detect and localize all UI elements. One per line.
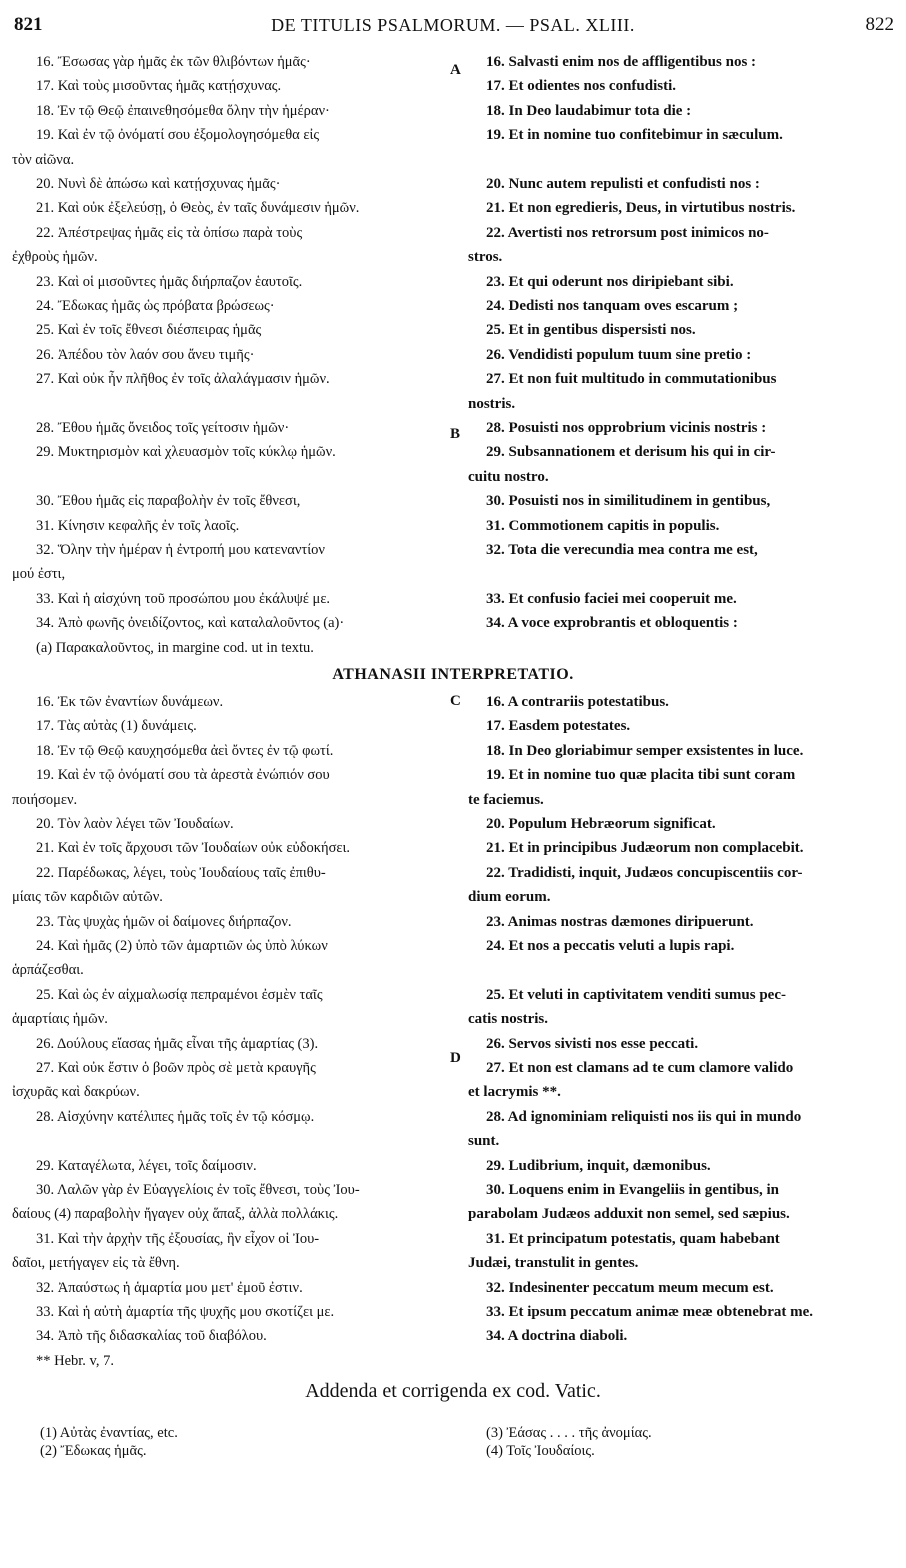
greek-line: 32. Ὅλην τὴν ἡμέραν ἡ ἐντροπή μου κατεναντίον [36,542,325,558]
latin-line: 24. Et nos a peccatis veluti a lupis rapi. [486,938,735,954]
latin-line: 25. Et veluti in captivitatem venditi sumus pec- [486,986,786,1003]
greek-line: 21. Καὶ οὐκ ἐξελεύσῃ, ὁ Θεὸς, ἐν ταῖς δυνάμεσιν ἡμῶν. [36,200,360,217]
verse-line [0,1349,906,1373]
greek-line: 25. Καὶ ὡς ἐν αἰχμαλωσίᾳ πεπραμένοι ἐσμὲν ταῖς [36,986,323,1003]
verse-line [0,739,906,763]
latin-line: 27. Et non est clamans ad te cum clamore valido [486,1060,794,1076]
greek-line: 24. Καὶ ἡμᾶς (2) ὑπὸ τῶν ἁμαρτιῶν ὡς ὑπὸ λύκων [36,938,328,954]
verse-line [0,611,906,635]
verse-line [0,221,906,245]
latin-line: 32. Indesinenter peccatum meum mecum est. [486,1279,774,1296]
latin-line: 31. Commotionem capitis in populis. [486,517,720,534]
page-number-left: 821 [14,14,43,35]
verse-line [0,861,906,885]
verse-line [0,270,906,294]
verse-line [0,367,906,391]
latin-line: 34. A voce exprobrantis et obloquentis : [486,615,738,632]
latin-line: 22. Tradidisti, inquit, Judæos concupiscentiis cor- [486,864,803,881]
verse-line [0,294,906,318]
verse-line [0,934,906,958]
verse-line [0,587,906,611]
margin-marker-d: D [450,1050,461,1066]
latin-line: 18. In Deo laudabimur tota die : [486,102,692,119]
greek-line: 28. Αἰσχύνην κατέλιπες ἡμᾶς τοῖς ἐν τῷ κόσμῳ. [36,1108,315,1125]
greek-line: 31. Καὶ τὴν ἀρχὴν τῆς ἐξουσίας, ἣν εἶχον οἱ Ἰου- [36,1230,320,1247]
greek-line: 26. Δούλους εἴασας ἡμᾶς εἶναι τῆς ἁμαρτίας (3). [36,1035,319,1052]
latin-line: et lacrymis **. [468,1084,561,1101]
verse-line [0,636,906,660]
running-title: DE TITULIS PSALMORUM. — PSAL. XLIII. [271,15,635,35]
latin-line: 30. Loquens enim in Evangeliis in gentibus, in [486,1182,779,1198]
addenda-note: (1) Αὐτὰς ἐναντίας, etc. [40,1425,178,1441]
verse-line [0,885,906,909]
latin-line: 27. Et non fuit multitudo in commutationibus [486,371,777,388]
greek-line: 20. Νυνὶ δὲ ἀπώσω καὶ κατῄσχυνας ἡμᾶς· [36,176,281,192]
verse-line [0,538,906,562]
verse-line [0,836,906,860]
greek-line: ἰσχυρᾶς καὶ δακρύων. [12,1084,140,1101]
verse-line [0,1324,906,1348]
greek-line: (a) Παρακαλοῦντος, in margine cod. ut in textu. [36,639,314,656]
greek-line: δαίους (4) παραβολὴν ἤγαγεν οὐχ ἅπαξ, ἀλλὰ πολλάκις. [12,1206,339,1223]
greek-line: 30. Ἔθου ἡμᾶς εἰς παραβολὴν ἐν τοῖς ἔθνεσι, [36,493,301,510]
greek-line: 27. Καὶ οὐκ ἔστιν ὁ βοῶν πρὸς σὲ μετὰ κραυγῆς [36,1060,316,1076]
latin-line: 24. Dedisti nos tanquam oves escarum ; [486,298,739,314]
addenda-title: Addenda et corrigenda ex cod. Vatic. [305,1380,601,1402]
latin-line: 21. Et in principibus Judæorum non complacebit. [486,840,804,857]
greek-line: 20. Τὸν λαὸν λέγει τῶν Ἰουδαίων. [36,816,234,832]
verse-line [0,983,906,1007]
verse-line [0,1276,906,1300]
latin-line: 23. Et qui oderunt nos diripiebant sibi. [486,273,734,290]
latin-line: 21. Et non egredieris, Deus, in virtutibus nostris. [486,200,796,217]
verse-line [0,1007,906,1031]
latin-line: parabolam Judæos adduxit non semel, sed sæpius. [468,1206,790,1223]
greek-line: 23. Τὰς ψυχὰς ἡμῶν οἱ δαίμονες διήρπαζον. [36,913,292,930]
greek-line: 30. Λαλῶν γὰρ ἐν Εὐαγγελίοις ἐν τοῖς ἔθνεσι, τοὺς Ἰου- [36,1182,360,1198]
latin-line: 19. Et in nomine tuo quæ placita tibi sunt coram [486,767,796,784]
latin-line: 16. Salvasti enim nos de affligentibus nos : [486,54,757,70]
verse-line [0,465,906,489]
latin-line: sunt. [468,1133,500,1150]
latin-line: 28. Ad ignominiam reliquisti nos iis qui in mundo [486,1108,802,1125]
latin-line: 32. Tota die verecundia mea contra me est, [486,542,758,558]
margin-marker-b: B [450,426,461,442]
verse-line [0,1154,906,1178]
latin-line: 26. Vendidisti populum tuum sine pretio : [486,346,752,363]
verse-line [0,514,906,538]
greek-line: 28. Ἔθου ἡμᾶς ὄνειδος τοῖς γείτοσιν ἡμῶν· [36,420,290,436]
latin-line: 19. Et in nomine tuo confitebimur in sæculum. [486,127,783,144]
verse-line [0,958,906,982]
latin-line: 20. Populum Hebræorum significat. [486,816,716,832]
verse-line [0,1251,906,1275]
latin-line: 29. Ludibrium, inquit, dæmonibus. [486,1157,711,1174]
greek-line: ἁμαρτίαις ἡμῶν. [12,1011,108,1028]
latin-line: 34. A doctrina diaboli. [486,1328,628,1345]
verse-line [0,812,906,836]
latin-line: dium eorum. [468,889,551,906]
greek-line: 25. Καὶ ἐν τοῖς ἔθνεσι διέσπειρας ἡμᾶς [36,322,262,339]
greek-line: 26. Ἀπέδου τὸν λαόν σου ἄνευ τιμῆς· [36,346,255,363]
latin-line: 20. Nunc autem repulisti et confudisti nos : [486,176,760,192]
verse-line [0,1227,906,1251]
latin-line: 33. Et confusio faciei mei cooperuit me. [486,590,737,607]
verse-line [0,562,906,586]
verse-line [0,172,906,196]
verse-line [0,910,906,934]
verse-line [0,196,906,220]
greek-line: τὸν αἰῶνα. [12,151,75,168]
greek-line: 19. Καὶ ἐν τῷ ὀνόματί σου τὰ ἀρεστὰ ἐνώπιόν σου [36,767,330,784]
verse-line [0,1105,906,1129]
greek-line: 16. Ἔσωσας γὰρ ἡμᾶς ἐκ τῶν θλιβόντων ἡμᾶς· [36,54,311,70]
greek-line: 33. Καὶ ἡ αἰσχύνη τοῦ προσώπου μου ἐκάλυψέ με. [36,590,331,607]
verse-line [0,1300,906,1324]
verse-line [0,1178,906,1202]
greek-line: 29. Μυκτηρισμὸν καὶ χλευασμὸν τοῖς κύκλῳ ἡμῶν. [36,444,336,461]
addenda-note: (4) Τοῖς Ἰουδαίοις. [486,1443,595,1459]
greek-line: 17. Καὶ τοὺς μισοῦντας ἡμᾶς κατῄσχυνας. [36,78,282,95]
greek-line: 32. Ἀπαύστως ἡ ἁμαρτία μου μετ' ἐμοῦ ἐστιν. [36,1279,303,1296]
greek-line: 23. Καὶ οἱ μισοῦντες ἡμᾶς διήρπαζον ἑαυτοῖς. [36,273,303,290]
margin-marker-c: C [450,693,461,709]
greek-line: 22. Ἀπέστρεψας ἡμᾶς εἰς τὰ ὀπίσω παρὰ τοὺς [36,224,303,241]
verse-line [0,343,906,367]
verse-line [0,489,906,513]
greek-line: δαῖοι, μετήγαγεν εἰς τὰ ἔθνη. [12,1255,180,1272]
greek-line: 17. Τὰς αὐτὰς (1) δυνάμεις. [36,718,197,735]
greek-line: 34. Ἀπὸ τῆς διδασκαλίας τοῦ διαβόλου. [36,1328,267,1345]
page-number-right: 822 [865,14,894,35]
verse-line [0,392,906,416]
greek-line: 24. Ἔδωκας ἡμᾶς ὡς πρόβατα βρώσεως· [36,298,275,314]
latin-line: stros. [468,249,503,266]
latin-line: te faciemus. [468,791,544,808]
addenda-note: (3) Ἐάσας . . . . τῆς ἀνομίας. [486,1425,652,1441]
verse-line [0,763,906,787]
verse-line [0,318,906,342]
greek-line: μού ἐστι, [12,566,66,583]
greek-line: 33. Καὶ ἡ αὐτὴ ἁμαρτία τῆς ψυχῆς μου σκοτίζει με. [36,1304,335,1320]
latin-line: nostris. [468,395,516,412]
section-title: ATHANASII INTERPRETATIO. [332,666,574,683]
greek-line: 18. Ἐν τῷ Θεῷ ἐπαινεθησόμεθα ὅλην τὴν ἡμέραν· [36,102,330,119]
greek-line: 22. Παρέδωκας, λέγει, τοὺς Ἰουδαίους ταῖς ἐπιθυ- [36,864,326,881]
verse-line [0,148,906,172]
verse-line [0,1202,906,1226]
addenda-note: (2) Ἔδωκας ἡμᾶς. [40,1443,147,1459]
greek-line: 21. Καὶ ἐν τοῖς ἄρχουσι τῶν Ἰουδαίων οὐκ εὐδοκήσει. [36,840,351,857]
greek-line: ** Hebr. v, 7. [36,1352,114,1369]
latin-line: 17. Et odientes nos confudisti. [486,78,677,95]
latin-line: 30. Posuisti nos in similitudinem in gentibus, [486,493,771,510]
verse-line [0,1129,906,1153]
greek-line: 16. Ἐκ τῶν ἐναντίων δυνάμεων. [36,694,224,710]
latin-line: Judæi, transtulit in gentes. [468,1255,639,1272]
latin-line: 26. Servos sivisti nos esse peccati. [486,1035,699,1052]
page-header [0,14,906,38]
margin-marker-a: A [450,62,461,78]
greek-line: 27. Καὶ οὐκ ἦν πλῆθος ἐν τοῖς ἀλαλάγμασιν ἡμῶν. [36,371,330,388]
greek-line: 18. Ἐν τῷ Θεῷ καυχησόμεθα ἀεὶ ὄντες ἐν τῷ φωτί. [36,742,334,759]
verse-line [0,788,906,812]
latin-line: 23. Animas nostras dæmones diripuerunt. [486,913,754,930]
verse-line [0,440,906,464]
greek-line: 19. Καὶ ἐν τῷ ὀνόματί σου ἐξομολογησόμεθα εἰς [36,127,320,144]
latin-line: 16. A contrariis potestatibus. [486,694,669,710]
verse-line [0,99,906,123]
latin-line: 29. Subsannationem et derisum his qui in cir- [486,444,776,461]
latin-line: 31. Et principatum potestatis, quam habebant [486,1230,780,1247]
greek-line: 31. Κίνησιν κεφαλῆς ἐν τοῖς λαοῖς. [36,517,240,534]
greek-line: ποιήσομεν. [12,791,78,808]
latin-line: 18. In Deo gloriabimur semper exsistentes in luce. [486,742,804,759]
greek-line: 34. Ἀπὸ φωνῆς ὀνειδίζοντος, καὶ καταλαλοῦντος (a)· [36,615,345,632]
verse-line [0,123,906,147]
verse-line [0,245,906,269]
greek-line: 29. Καταγέλωτα, λέγει, τοῖς δαίμοσιν. [36,1157,257,1174]
latin-line: 33. Et ipsum peccatum animæ meæ obtenebrat me. [486,1304,814,1320]
latin-line: cuitu nostro. [468,468,549,485]
latin-line: catis nostris. [468,1011,548,1028]
greek-line: ἐχθροὺς ἡμῶν. [12,249,98,266]
greek-line: μίαις τῶν καρδιῶν αὐτῶν. [12,889,163,906]
latin-line: 22. Avertisti nos retrorsum post inimicos no- [486,224,769,241]
greek-line: ἁρπάζεσθαι. [12,962,84,979]
verse-line [0,1080,906,1104]
latin-line: 25. Et in gentibus dispersisti nos. [486,322,696,339]
verse-line [0,714,906,738]
latin-line: 28. Posuisti nos opprobrium vicinis nostris : [486,420,767,436]
latin-line: 17. Easdem potestates. [486,718,631,735]
